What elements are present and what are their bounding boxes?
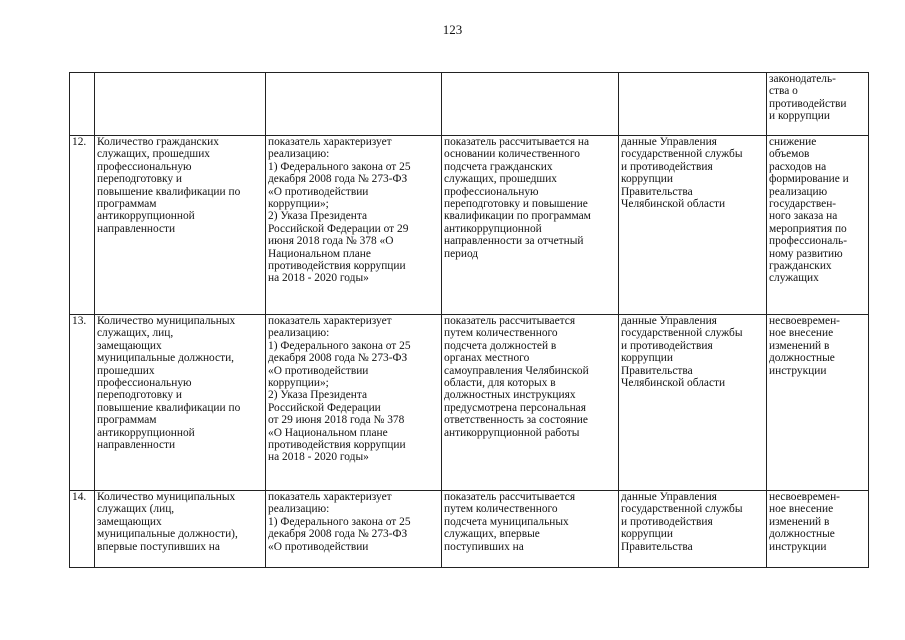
row-number-cell	[70, 136, 95, 315]
row-number-cell	[70, 315, 95, 491]
method-text: показатель рассчитывается путем количественного подсчета муниципальных служащих, впервые поступивших на	[444, 491, 576, 553]
risks-cell	[767, 73, 869, 136]
indicator-text: Количество гражданских служащих, прошедших профессиональную переподготовку и повышение квалификации по программам антикоррупционной направленности	[97, 136, 241, 235]
indicator-cell	[95, 315, 266, 491]
source-text: данные Управления государственной службы и противодействия коррупции Правительства Челябинской области	[621, 315, 743, 390]
source-cell	[619, 73, 767, 136]
source-text: данные Управления государственной службы и противодействия коррупции Правительства Челябинской области	[621, 136, 743, 211]
row-number: 12.	[72, 136, 87, 148]
source-cell	[619, 136, 767, 315]
row-number-cell	[70, 491, 95, 568]
characterizes-cell	[266, 315, 442, 491]
page-number: 123	[442, 22, 463, 37]
method-cell	[442, 136, 619, 315]
row-number: 13.	[72, 315, 87, 327]
characterizes-cell	[266, 491, 442, 568]
table-row	[70, 136, 869, 315]
method-cell	[442, 491, 619, 568]
source-cell	[619, 491, 767, 568]
row-number: 14.	[72, 491, 87, 503]
characterizes-text: показатель характеризует реализацию: 1) Федерального закона от 25 декабря 2008 года № 273-ФЗ «О противодействии	[268, 491, 411, 553]
table-row	[70, 73, 869, 136]
indicator-cell	[95, 491, 266, 568]
indicator-cell	[95, 73, 266, 136]
risks-text: несвоевремен- ное внесение изменений в должностные инструкции	[769, 491, 840, 553]
characterizes-cell	[266, 136, 442, 315]
row-number-cell	[70, 73, 95, 136]
characterizes-text: показатель характеризует реализацию: 1) Федерального закона от 25 декабря 2008 года № 273-ФЗ «О противодействии коррупции»; 2) Указа Президента Российской Федерации от 29 июня 2018 года № 378 «О Национальном плане противодействия коррупции на 2018 - 2020 годы»	[268, 136, 411, 285]
risks-text: несвоевремен- ное внесение изменений в должностные инструкции	[769, 315, 840, 377]
risks-cell	[767, 136, 869, 315]
table-row	[70, 315, 869, 491]
source-cell	[619, 315, 767, 491]
method-cell	[442, 73, 619, 136]
risks-text: законодатель- ства о противодействи и коррупции	[769, 73, 847, 123]
indicator-text: Количество муниципальных служащих (лиц, замещающих муниципальные должности), впервые поступивших на	[97, 491, 238, 553]
characterizes-text: показатель характеризует реализацию: 1) Федерального закона от 25 декабря 2008 года № 273-ФЗ «О противодействии коррупции»; 2) Указа Президента Российской Федерации от 29 июня 2018 года № 378 «О Национальном плане противодействия коррупции на 2018 - 2020 годы»	[268, 315, 411, 464]
method-text: показатель рассчитывается на основании количественного подсчета гражданских служащих, прошедших профессиональную переподготовку и повышение квалификации по программам антикоррупционной направленности за отчетный период	[444, 136, 591, 260]
indicator-text: Количество муниципальных служащих, лиц, замещающих муниципальные должности, прошедших профессиональную переподготовку и повышение квалификации по программам антикоррупционной направленности	[97, 315, 241, 452]
indicators-table	[69, 72, 869, 568]
characterizes-cell	[266, 73, 442, 136]
risks-text: снижение объемов расходов на формирование и реализацию государствен- ного заказа на мероприятия по профессиональ- ному развитию гражданских служащих	[769, 136, 849, 285]
method-text: показатель рассчитывается путем количественного подсчета должностей в органах местного самоуправления Челябинской области, для которых в должностных инструкциях предусмотрена персональная ответственность за состояние антикоррупционной работы	[444, 315, 589, 439]
risks-cell	[767, 491, 869, 568]
source-text: данные Управления государственной службы и противодействия коррупции Правительства	[621, 491, 743, 553]
indicator-cell	[95, 136, 266, 315]
table-row	[70, 491, 869, 568]
method-cell	[442, 315, 619, 491]
risks-cell	[767, 315, 869, 491]
